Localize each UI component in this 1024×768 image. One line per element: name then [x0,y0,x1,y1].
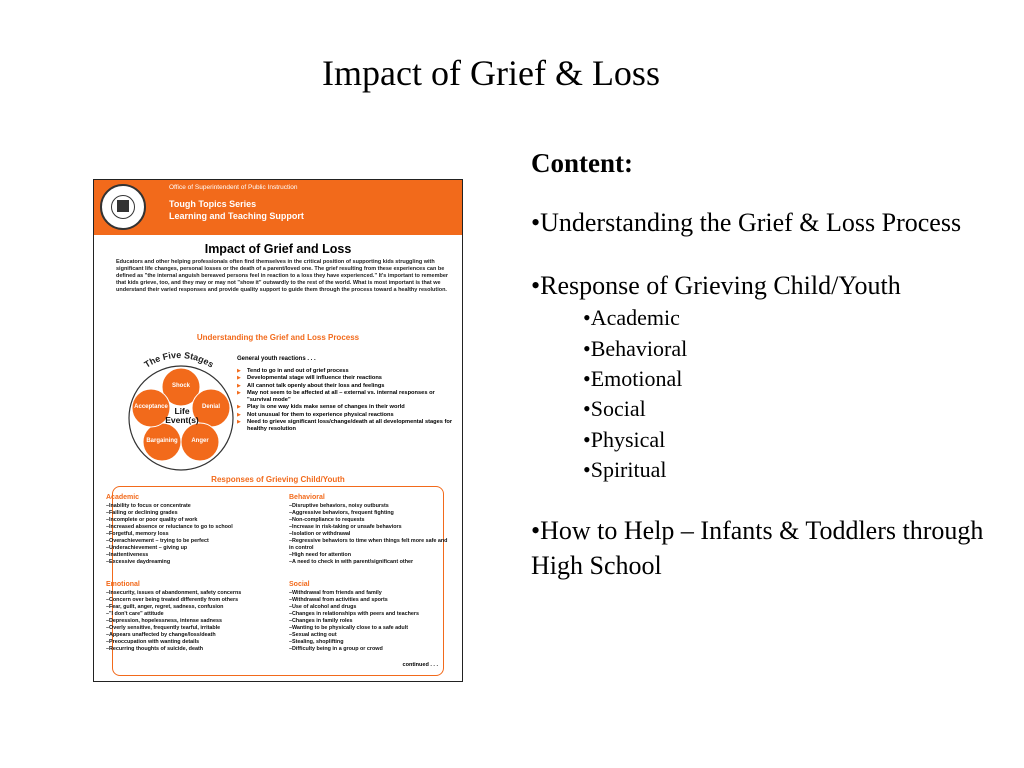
response-item: –Wanting to be physically close to a safe adult [289,625,409,632]
reaction-item: ▶ Developmental stage will influence their reactions [237,375,457,382]
reaction-item: ▶ Tend to go in and out of grief process [237,368,457,375]
response-item: –Underachievement – giving up [106,545,188,552]
response-sublist [583,303,991,485]
response-item: –Appears unaffected by change/loss/death [106,632,216,639]
response-item: –Aggressive behaviors, frequent fighting [289,510,394,517]
behavioral-responses [289,493,449,566]
poster-section-heading: Responses of Grieving Child/Youth [211,475,345,484]
response-item: –Fear, guilt, anger, regret, sadness, confusion [106,604,224,611]
content-bullet: •Understanding the Grief & Loss Process [531,208,962,237]
category-label: Academic [106,494,140,501]
response-item: –Increase in risk-taking or unsafe behaviors [289,524,402,531]
category-label: Social [289,581,310,588]
response-item: –Incomplete or poor quality of work [106,517,198,524]
poster-series-subtitle: Learning and Teaching Support [169,211,304,221]
stage-label: Bargaining [146,438,178,444]
poster-header [94,180,462,235]
response-item: –Sexual acting out [289,632,337,639]
response-item: –Increased absence or reluctance to go to school [106,524,233,531]
sub-bullet: •Social [583,396,646,422]
content-bullet: •Response of Grieving Child/Youth [531,271,901,301]
response-item: –Concern over being treated differently from others [106,597,239,604]
response-item: –Overly sensitive, frequently tearful, irritable [106,625,221,632]
poster-section-heading: Understanding the Grief and Loss Process [196,333,360,342]
sub-bullet: •Spiritual [583,456,667,482]
sub-bullet: •Physical [583,426,666,452]
response-item: –A need to check in with parent/significant other [289,559,414,566]
sub-bullet: •Behavioral [583,335,688,361]
five-stages-title: The Five Stages [142,350,216,370]
response-item: –Failing or declining grades [106,510,178,517]
stage-label: Acceptance [134,404,168,410]
reactions-title: General youth reactions . . . [237,356,316,362]
emotional-responses [106,580,271,653]
content-list [531,148,991,584]
academic-responses [106,493,271,566]
stage-label: Denial [201,404,220,410]
response-item: –Regressive behaviors to time when things felt more safe and in control [289,538,448,552]
poster-intro: Educators and other helping professionals often find themselves in the critical position of supporting kids struggling with significant life changes, personal losses or the death of a parent/loved one. The grief resulting from these experiences can be defined as "the internal anguish bereaved persons feel in reaction to a loss they have experienced." It's important to remember that kids grieve, too, and they may or may not "show it" outwardly to the rest of the world. What is most important is that we understand their varied responses and provide quality support to guide them through the process toward a healthy resolution. [116,259,449,294]
response-item: –Non-compliance to requests [289,517,365,524]
response-item: –Overachievement – trying to be perfect [106,538,209,545]
response-item: –High need for attention [289,552,351,559]
response-item: –Forgetful, memory loss [106,531,169,538]
response-item: –Changes in family roles [289,618,353,625]
response-item: –Disruptive behaviors, noisy outbursts [289,503,389,510]
response-item: –Depression, hopelessness, intense sadness [106,618,222,625]
poster-series: Tough Topics Series [169,199,257,209]
response-item: –"I don't care" attitude [106,611,164,618]
stage-label: Shock [171,383,190,389]
response-item: –Inability to focus or concentrate [106,503,191,510]
sub-bullet: •Academic [583,305,680,331]
poster-title: Impact of Grief and Loss [204,242,352,256]
general-reactions [237,356,457,434]
content-bullet: •How to Help – Infants & Toddlers through High School [531,516,984,581]
response-item: –Preoccupation with wanting details [106,639,200,646]
five-stages-diagram [116,350,246,474]
continued-label: continued . . . [402,662,438,668]
reaction-item: ▶ All cannot talk openly about their loss and feelings [237,383,457,390]
poster-image [93,179,463,682]
category-label: Emotional [106,581,140,588]
response-item: –Use of alcohol and drugs [289,604,357,611]
response-item: –Inattentiveness [106,552,149,559]
reaction-item: ▶ Play is one way kids make sense of changes in their world [237,404,457,411]
content-heading: Content: [531,148,633,178]
poster-org: Office of Superintendent of Public Instruction [169,184,298,191]
response-item: –Isolation or withdrawal [289,531,351,538]
reaction-item: ▶ Need to grieve significant loss/change/death at all developmental stages for healthy resolution [237,419,457,434]
reaction-item: ▶ May not seem to be affected at all – external vs. internal responses or "survival mode" [237,390,457,405]
response-item: –Excessive daydreaming [106,559,171,566]
state-seal-icon [100,184,146,230]
response-item: –Withdrawal from friends and family [289,590,382,597]
category-label: Behavioral [289,494,325,501]
response-item: –Changes in relationships with peers and teachers [289,611,420,618]
response-item: –Withdrawal from activities and sports [289,597,388,604]
reaction-item: ▶ Not unusual for them to experience physical reactions [237,412,457,419]
response-item: –Stealing, shoplifting [289,639,344,646]
response-item: –Difficulty being in a group or crowd [289,646,383,653]
slide-title: Impact of Grief & Loss [322,53,660,93]
sub-bullet: •Emotional [583,365,683,391]
stage-label: Anger [191,438,209,444]
social-responses [289,580,449,653]
life-events-label: Life Event(s) [165,406,199,425]
response-item: –Recurring thoughts of suicide, death [106,646,204,653]
response-item: –Insecurity, issues of abandonment, safety concerns [106,590,242,597]
